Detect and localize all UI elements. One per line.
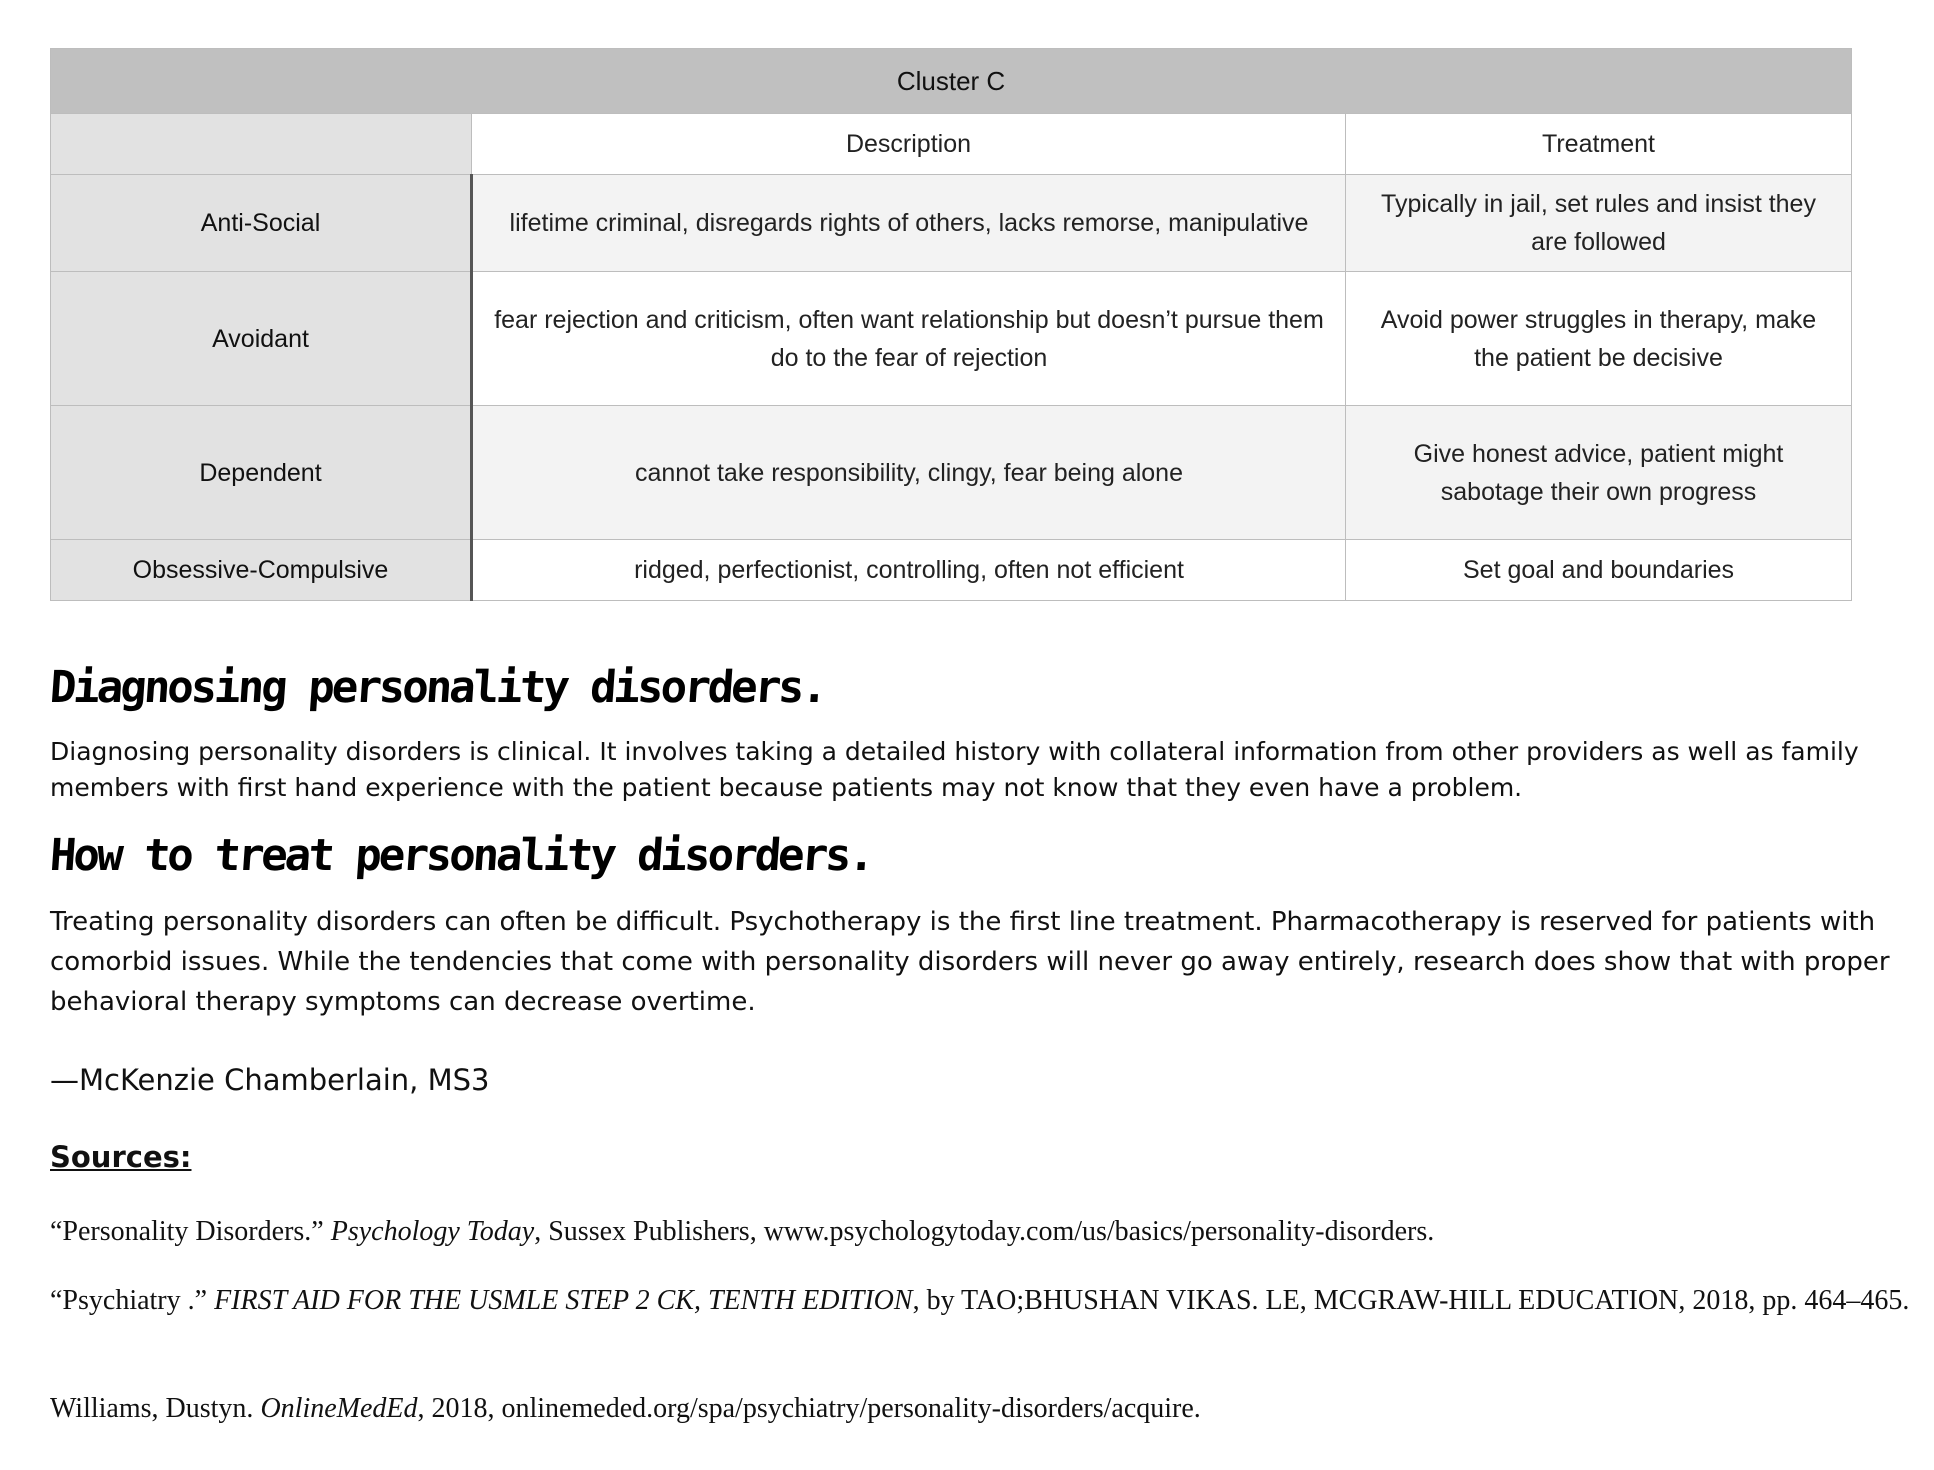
header-corner-cell bbox=[51, 114, 472, 175]
treatment-cell: Avoid power struggles in therapy, make the patient be decisive bbox=[1346, 272, 1852, 406]
table-row bbox=[51, 175, 1852, 272]
citation-pre: Williams, Dustyn. bbox=[50, 1393, 261, 1424]
table-header-row bbox=[51, 114, 1852, 175]
citation-item bbox=[50, 1390, 1930, 1428]
row-label: Avoidant bbox=[51, 272, 472, 406]
row-label: Dependent bbox=[51, 406, 472, 540]
description-cell: ridged, perfectionist, controlling, often not efficient bbox=[472, 540, 1346, 601]
header-treatment: Treatment bbox=[1346, 114, 1852, 175]
citation-post: , Sussex Publishers, www.psychologytoday.com/us/basics/personality-disorders. bbox=[534, 1216, 1435, 1247]
treatment-cell: Give honest advice, patient might sabotage their own progress bbox=[1346, 406, 1852, 540]
citation-item bbox=[50, 1213, 1930, 1251]
treatment-cell: Typically in jail, set rules and insist they are followed bbox=[1346, 175, 1852, 272]
treatment-cell: Set goal and boundaries bbox=[1346, 540, 1852, 601]
citation-title: OnlineMedEd bbox=[260, 1393, 418, 1424]
citation-item bbox=[50, 1282, 1930, 1320]
description-cell: lifetime criminal, disregards rights of others, lacks remorse, manipulative bbox=[472, 175, 1346, 272]
table-title: Cluster C bbox=[51, 49, 1852, 114]
description-cell: cannot take responsibility, clingy, fear being alone bbox=[472, 406, 1346, 540]
table-row bbox=[51, 272, 1852, 406]
treating-paragraph: Treating personality disorders can often be difficult. Psychotherapy is the first line treatment. Pharmacotherapy is reserved for patients with comorbid issues. While the tendencies that come with personality disorders will never go away entirely, research does show that with proper behavioral therapy symptoms can decrease overtime. bbox=[50, 907, 1890, 1017]
diagnosing-paragraph: Diagnosing personality disorders is clinical. It involves taking a detailed history with collateral information from other providers as well as family members with first hand experience with the patient because patients may not know that they even have a problem. bbox=[50, 737, 1859, 802]
citation-title: Psychology Today bbox=[330, 1216, 535, 1247]
sources-heading: Sources: bbox=[50, 1140, 192, 1174]
row-label: Anti-Social bbox=[51, 175, 472, 272]
table-title-row bbox=[51, 49, 1852, 114]
row-label: Obsessive-Compulsive bbox=[51, 540, 472, 601]
citation-post: , 2018, onlinemeded.org/spa/psychiatry/personality-disorders/acquire. bbox=[417, 1393, 1201, 1424]
table-row bbox=[51, 540, 1852, 601]
author-signature: —McKenzie Chamberlain, MS3 bbox=[50, 1063, 490, 1097]
header-description: Description bbox=[472, 114, 1346, 175]
description-cell: fear rejection and criticism, often want relationship but doesn’t pursue them do to the fear of rejection bbox=[472, 272, 1346, 406]
citation-pre: “Personality Disorders.” bbox=[50, 1216, 331, 1247]
treating-heading: How to treat personality disorders. bbox=[48, 830, 874, 881]
cluster-c-table bbox=[50, 48, 1852, 601]
diagnosing-heading: Diagnosing personality disorders. bbox=[48, 662, 827, 713]
citation-post: , by TAO;BHUSHAN VIKAS. LE, MCGRAW-HILL EDUCATION, 2018, pp. 464–465. bbox=[912, 1285, 1910, 1316]
citation-title: FIRST AID FOR THE USMLE STEP 2 CK, TENTH EDITION bbox=[214, 1285, 913, 1316]
table-row bbox=[51, 406, 1852, 540]
citation-pre: “Psychiatry .” bbox=[50, 1285, 215, 1316]
